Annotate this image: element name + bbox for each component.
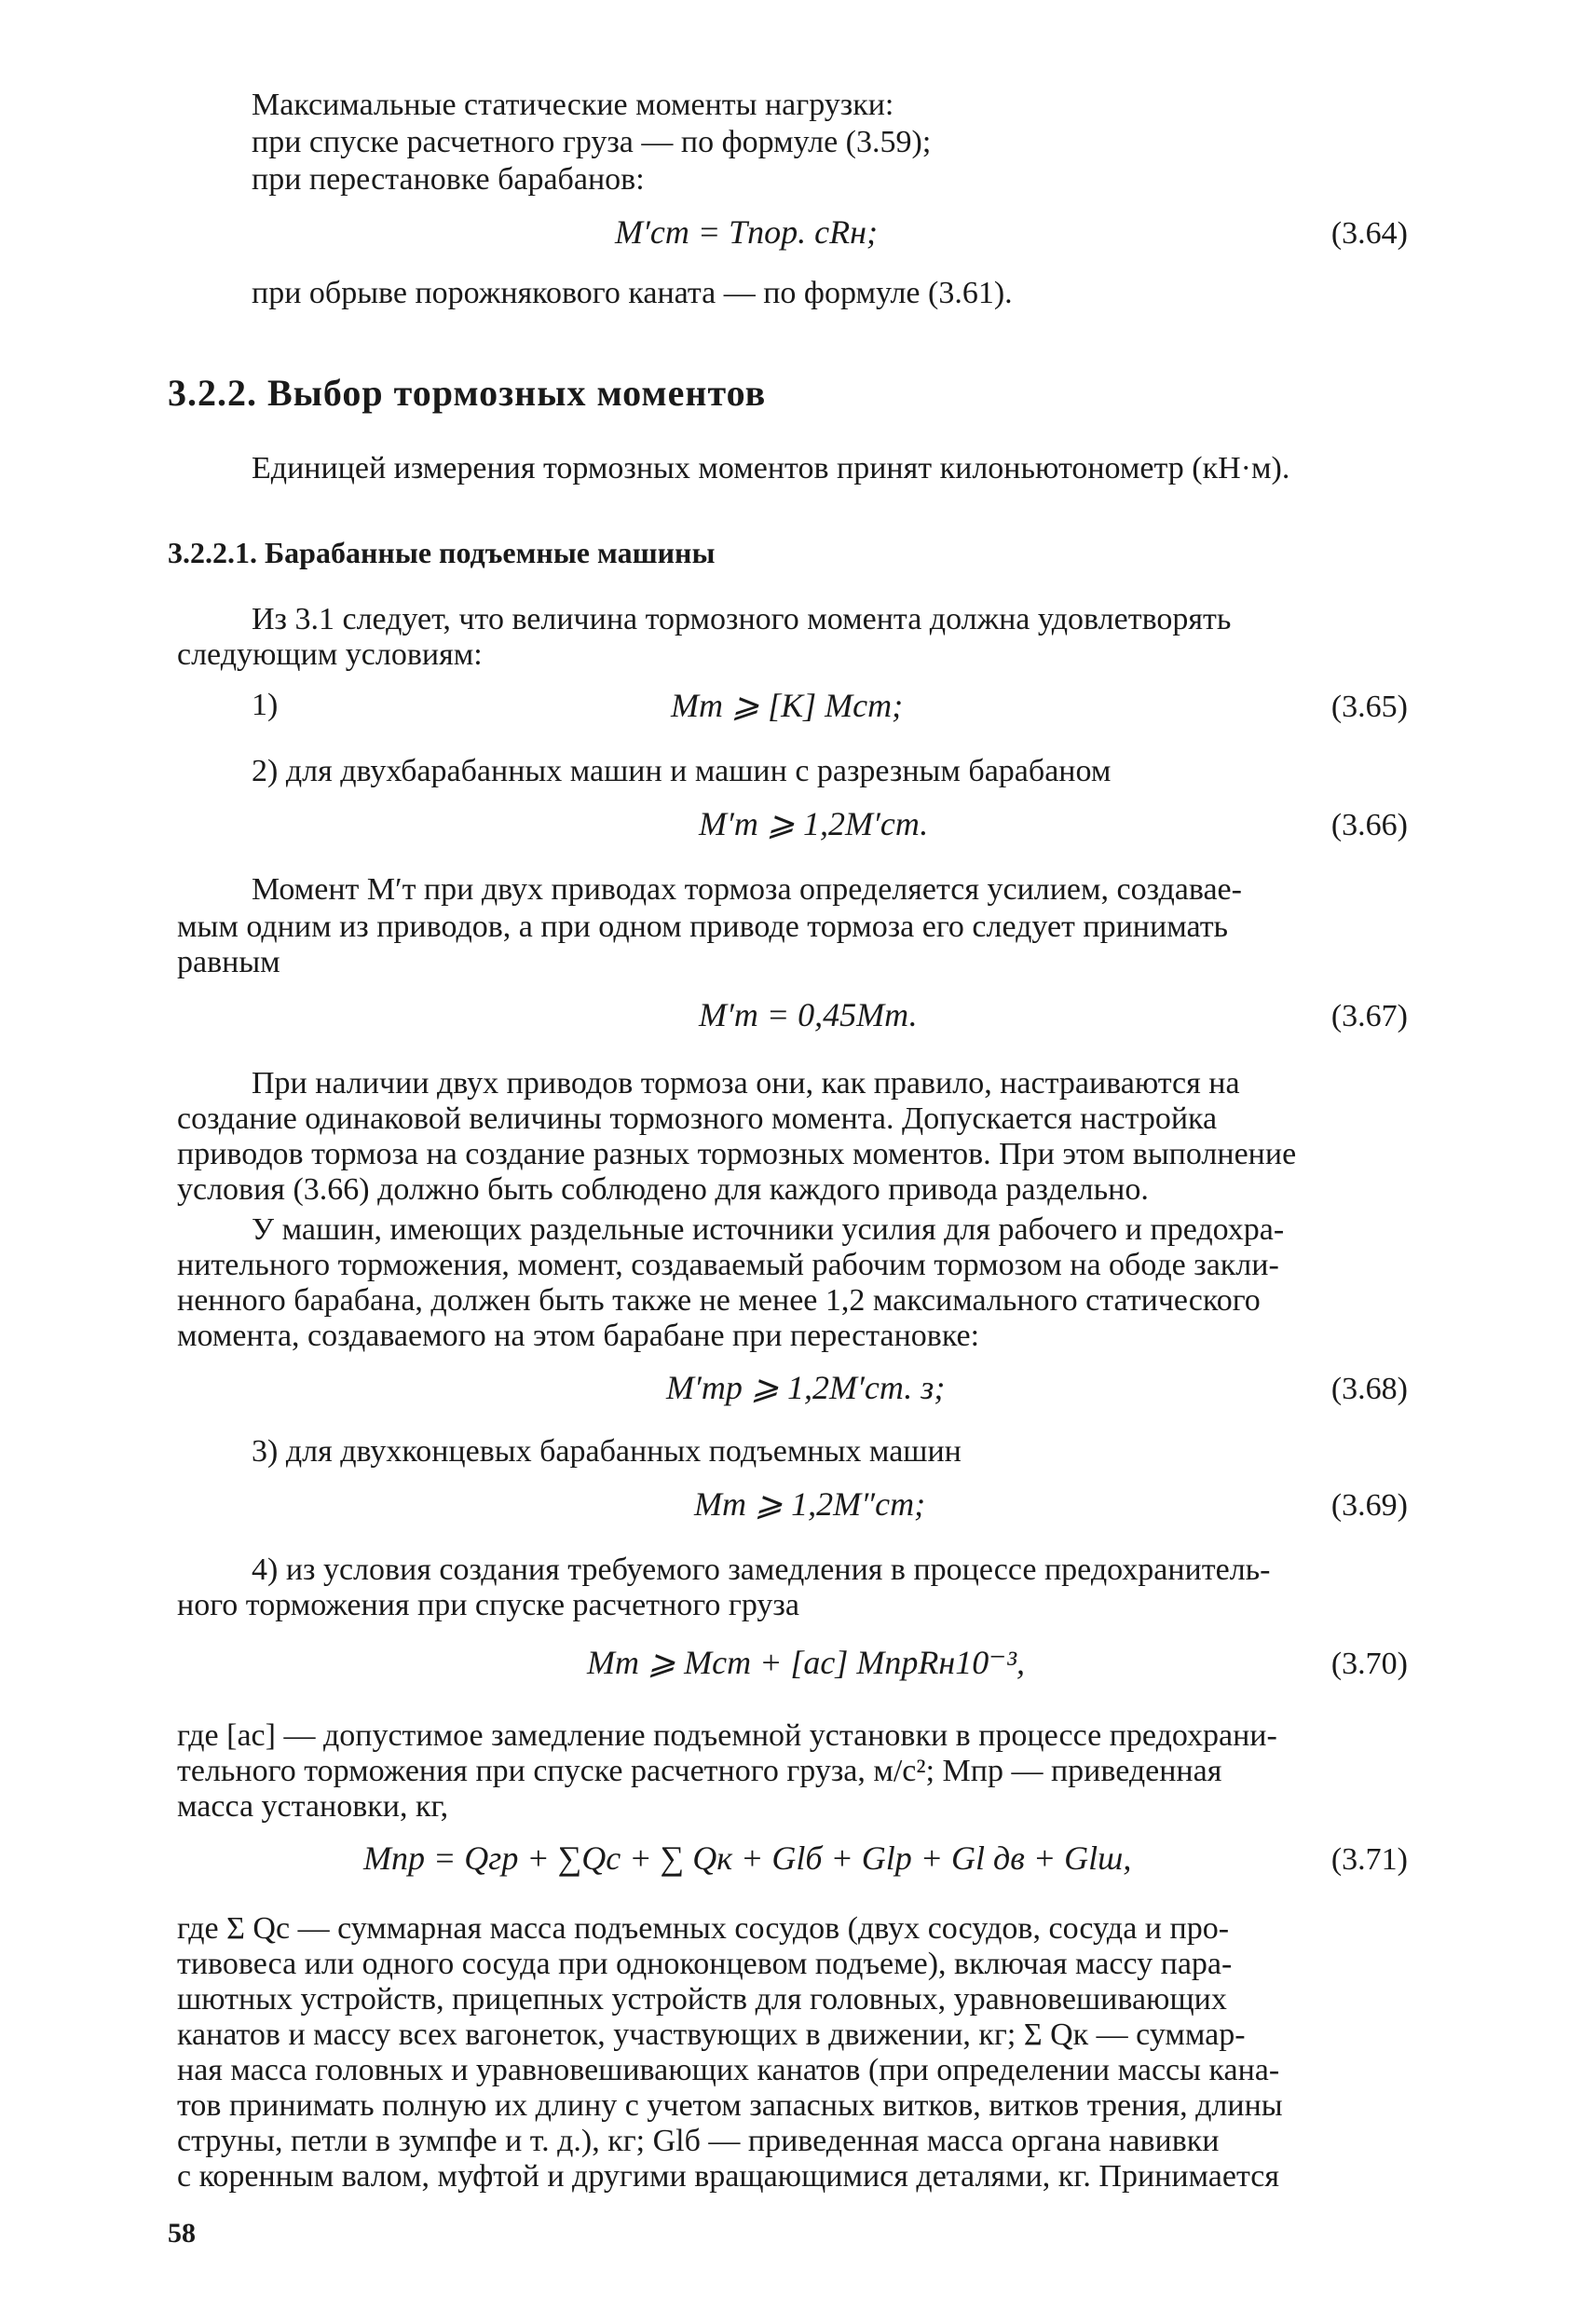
equation-3-67: M′т = 0,45Mт. [699,996,918,1033]
where-2-line-7: струны, петли в зумпфе и т. д.), кг; Glб — приведенная масса органа навивки [177,2124,1220,2158]
condition-4-line-1: 4) из условия создания требуемого замедления в процессе предохранитель- [252,1552,1271,1587]
where-2-line-6: тов принимать полную их длину с учетом запасных витков, витков трения, длины [177,2088,1283,2123]
equation-3-68: M′тр ⩾ 1,2M′ст. з; [666,1369,946,1406]
equation-3-71: Mпр = Qгр + ∑Qс + ∑ Qк + Glб + Glр + Gl дв + Glш, [363,1839,1132,1877]
page-number: 58 [168,2218,196,2249]
condition-3: 3) для двухконцевых барабанных подъемных машин [252,1434,962,1469]
where-1-line-2: тельного торможения при спуске расчетного груза, м/с²; Mпр — приведенная [177,1754,1222,1788]
moment-paragraph-line-2: мым одним из приводов, а при одном приводе тормоза его следует принимать [177,909,1229,944]
condition-2: 2) для двухбарабанных машин и машин с разрезным барабаном [252,754,1112,788]
conditions-line-2: следующим условиям: [177,637,483,672]
where-2-line-3: шютных устройств, прицепных устройств для головных, уравновешивающих [177,1982,1227,2017]
equation-number-3-65: (3.65) [1330,690,1408,724]
where-1-line-1: где [aс] — допустимое замедление подъемной установки в процессе предохрани- [177,1718,1277,1753]
drives-paragraph-line-3: приводов тормоза на создание разных тормозных моментов. При этом выполнение [177,1137,1297,1171]
condition-1-label: 1) [252,688,279,722]
intro-line-2: при спуске расчетного груза — по формуле (3.59); [252,125,932,159]
machines-paragraph-line-4: момента, создаваемого на этом барабане при перестановке: [177,1319,980,1353]
intro-line-1: Максимальные статические моменты нагрузки: [252,88,894,122]
where-2-line-1: где Σ Qс — суммарная масса подъемных сосудов (двух сосудов, сосуда и про- [177,1911,1230,1946]
equation-number-3-71: (3.71) [1330,1842,1408,1877]
where-2-line-8: с коренным валом, муфтой и другими вращающимися деталями, кг. Принимается [177,2159,1279,2194]
equation-3-66: M′т ⩾ 1,2M′ст. [699,805,929,842]
unit-note: Единицей измерения тормозных моментов принят килоньютонометр (кН·м). [252,451,1290,485]
machines-paragraph-line-1: У машин, имеющих раздельные источники усилия для рабочего и предохра- [252,1212,1285,1247]
equation-3-64: M′ст = Tпор. cRн; [615,213,878,251]
intro-line-3: при перестановке барабанов: [252,162,645,197]
where-1-line-3: масса установки, кг, [177,1789,449,1824]
drives-paragraph-line-2: создание одинаковой величины тормозного момента. Допускается настройка [177,1101,1218,1136]
equation-3-65: Mт ⩾ [K] Mст; [671,687,904,724]
machines-paragraph-line-2: нительного торможения, момент, создаваемый рабочим тормозом на ободе закли- [177,1248,1279,1282]
where-2-line-2: тивовеса или одного сосуда при одноконцевом подъеме), включая массу пара- [177,1947,1233,1981]
subsection-heading: 3.2.2.1. Барабанные подъемные машины [168,536,716,569]
equation-number-3-68: (3.68) [1330,1372,1408,1406]
moment-paragraph-line-3: равным [177,945,280,979]
equation-number-3-69: (3.69) [1330,1488,1408,1523]
section-heading: 3.2.2. Выбор тормозных моментов [168,372,767,414]
machines-paragraph-line-3: ненного барабана, должен быть также не менее 1,2 максимального статического [177,1283,1261,1318]
drives-paragraph-line-4: условия (3.66) должно быть соблюдено для каждого привода раздельно. [177,1172,1149,1207]
equation-number-3-66: (3.66) [1330,808,1408,842]
equation-number-3-70: (3.70) [1330,1647,1408,1681]
equation-3-69: Mт ⩾ 1,2M″ст; [694,1485,926,1523]
after-equation-3-64: при обрыве порожнякового каната — по формуле (3.61). [252,276,1013,310]
condition-4-line-2: ного торможения при спуске расчетного груза [177,1588,799,1622]
drives-paragraph-line-1: При наличии двух приводов тормоза они, как правило, настраиваются на [252,1066,1240,1101]
equation-3-70: Mт ⩾ Mст + [aс] MпрRн10⁻³, [587,1644,1026,1681]
equation-number-3-67: (3.67) [1330,999,1408,1033]
moment-paragraph-line-1: Момент M′т при двух приводах тормоза определяется усилием, создавае- [252,872,1242,907]
where-2-line-4: канатов и массу всех вагонеток, участвующих в движении, кг; Σ Qк — суммар- [177,2017,1246,2052]
where-2-line-5: ная масса головных и уравновешивающих канатов (при определении массы кана- [177,2053,1280,2087]
equation-number-3-64: (3.64) [1330,216,1408,251]
conditions-line-1: Из 3.1 следует, что величина тормозного момента должна удовлетворять [252,602,1232,636]
